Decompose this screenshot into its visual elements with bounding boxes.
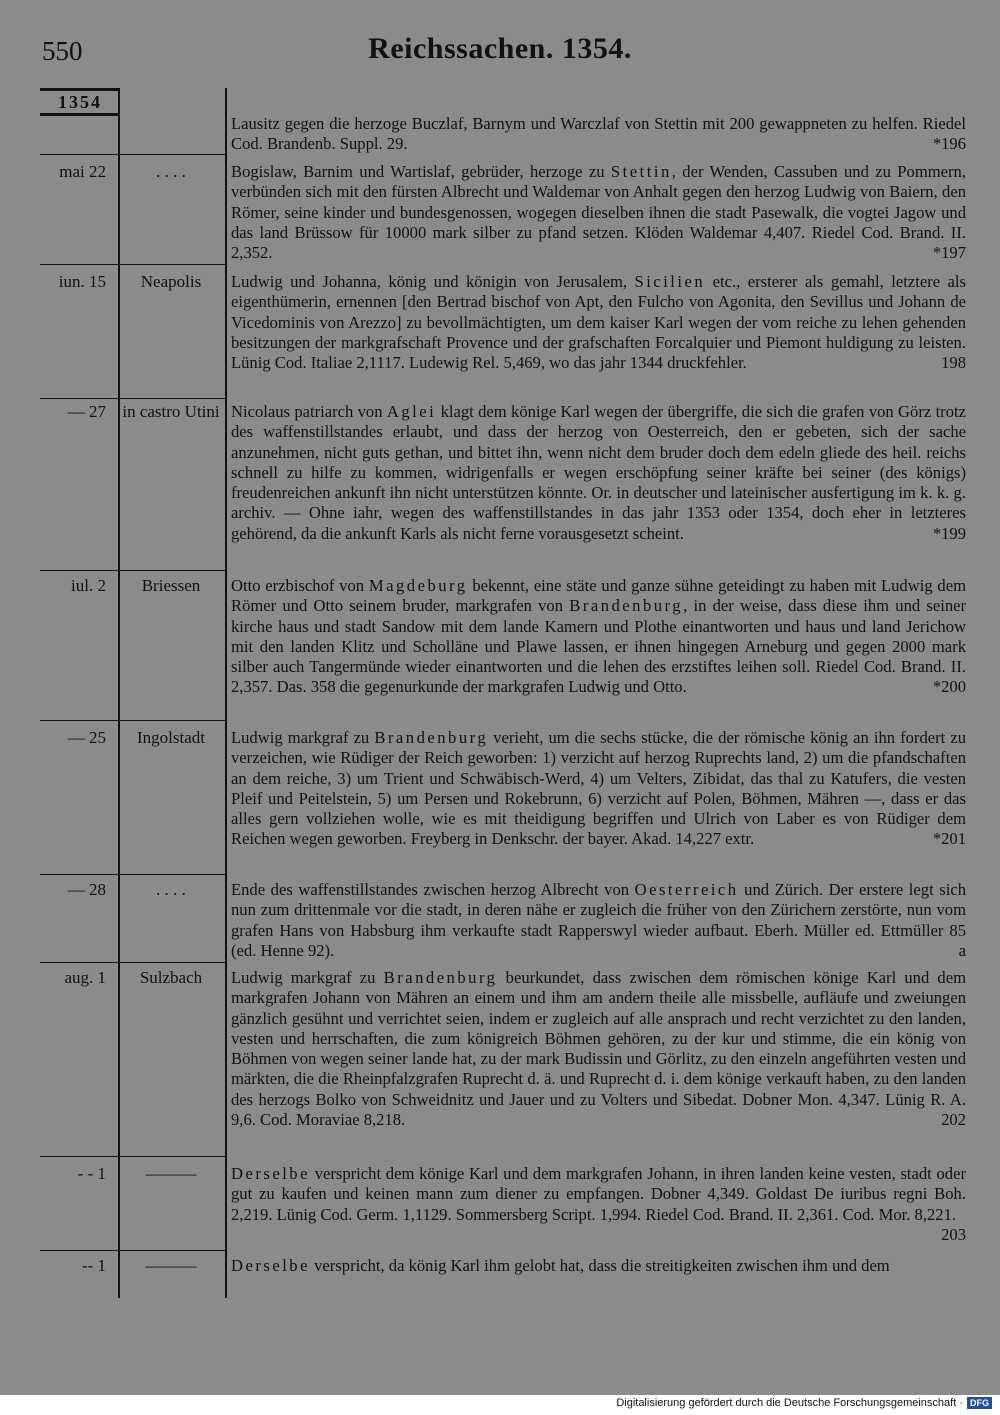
entry-separator xyxy=(40,154,226,155)
running-title: Reichssachen. 1354. xyxy=(368,32,632,65)
entry-number: 202 xyxy=(941,1110,966,1130)
entry-date: mai 22 xyxy=(59,162,106,181)
column-divider-1 xyxy=(118,88,120,1298)
entry-number: 198 xyxy=(941,353,966,373)
entry-date: - - 1 xyxy=(77,1164,106,1183)
entry-separator xyxy=(40,570,226,571)
header-rule-left-lower xyxy=(40,113,120,116)
footer-credit: Digitalisierung gefördert durch die Deutsche Forschungsgemeinschaft · xyxy=(616,1397,963,1409)
entry-separator xyxy=(40,1156,226,1157)
entry-place: . . . . xyxy=(156,880,186,899)
entry-text: Ludwig und Johanna, könig und königin von Jerusalem, Sicilien etc., ersterer als gemahl, letztere als eigenthümerin, ernennen [den Bertrad bischof von Apt, den Fulcho von Agonita, den Sevillus und Johann de Vicedominis von Arezzo] zu bevollmächtigten, um dem kaiser Karl wegen der vom reiche zu lehen gehenden besitzungen der markgrafschaft Provence und der grafschaften Forcalquier und Piemont huldigung zu leisten. Lünig Cod. Italiae 2,1117. Ludewig Rel. 5,469, wo das jahr 1344 druckfehler. 198 xyxy=(231,272,966,373)
entry-text: Lausitz gegen die herzoge Buczlaf, Barnym und Warczlaf von Stettin mit 200 gewappneten zu helfen. Riedel Cod. Brandenb. Suppl. 29. *196 xyxy=(231,114,966,154)
entry-place: Briessen xyxy=(141,576,201,595)
entry-number: *201 xyxy=(932,829,966,849)
entry-date: — 28 xyxy=(67,880,106,899)
entry-separator xyxy=(40,720,226,721)
entry-date: aug. 1 xyxy=(64,968,106,987)
entry-text: Nicolaus patriarch von Aglei klagt dem könige Karl wegen der übergriffe, die sich die grafen von Görz trotz des waffenstillstandes erlaubt, und dass der herzog von Oesterreich, den er gebeten, sich der sache anzunehmen, nicht guts gethan, und bittet ihn, wenn nicht dem bruder doch dem edeln gliede des heil. reichs schnell zu hilfe zu kommen, widrigenfalls er wegen erschöpfung seiner kräfte bei seiner (des königs) freudenreichen ankunft ihn nicht unterstützen könnte. Or. in deutscher und lateinischer ausfertigung im k. k. g. archiv. — Ohne iahr, wegen des waffenstillstandes in das jahr 1353 oder 1354, doch eher in letzteres gehörend, da die ankunft Karls als nicht ferne vorausgesetzt scheint. *199 xyxy=(231,402,966,543)
entry-separator xyxy=(40,1250,226,1251)
entry-date: — 27 xyxy=(67,402,106,421)
entry-place: ——— xyxy=(145,1164,197,1183)
entry-text: Ludwig markgraf zu Brandenburg verieht, um die sechs stücke, die der römische könig an ihn fordert zu verzeichen, wie Rüdiger der Reich geworben: 1) verzicht auf herzog Ruprechts land, 2) um die pfandschaften an dem reiche, 3) um Trient und Schwäbisch-Werd, 4) um Velters, Zibidat, das thal zu Katufers, die vesten Pleif und Peitelstein, 5) um Persen und Rokebrunn, 6) verzicht auf Polen, Böhmen, Mähren —, dass er das alles gern vollziehen wolle, wie es mit theidigung begriffen und Ulrich von Laber es von Rüdiger dem Reichen wegen geworben. Freyberg in Denkschr. der bayer. Akad. 14,227 extr. *201 xyxy=(231,728,966,849)
entry-number: *200 xyxy=(932,677,966,697)
entry-place: Neapolis xyxy=(140,272,202,291)
header-rule-left xyxy=(40,88,120,91)
entry-number: 203 xyxy=(941,1224,966,1244)
page-number: 550 xyxy=(42,36,83,66)
entry-separator xyxy=(40,962,226,963)
entry-number: *196 xyxy=(932,134,966,154)
entry-date: -- 1 xyxy=(81,1256,106,1275)
entry-place: Sulzbach xyxy=(139,968,203,987)
entry-separator xyxy=(40,874,226,875)
year-column-heading: 1354 xyxy=(58,92,102,112)
entry-number: a xyxy=(958,940,966,960)
entry-separator xyxy=(40,264,226,265)
entry-text: Ende des waffenstillstandes zwischen herzog Albrecht von Oesterreich und Zürich. Der erstere legt sich nun zum drittenmale vor die stadt, in deren nähe er zugleich die früher von den Zürichern zerstörte, nun vom grafen Hans von Habsburg ihm verkaufte stadt Rapperswyl wieder aufbaut. Eberh. Müller ed. Ettmüller 85 (ed. Henne 92). a xyxy=(231,880,966,960)
entry-text: Derselbe verspricht dem könige Karl und dem markgrafen Johann, in ihren landen keine vesten, stadt oder gut zu kaufen und keinen mann zum diener zu empfangen. Dobner 4,349. Goldast De iuribus regni Boh. 2,219. Lünig Cod. Germ. 1,1129. Sommersberg Script. 1,994. Riedel Cod. Brand. II. 2,361. Cod. Mor. 8,221. 203 xyxy=(231,1164,966,1244)
entry-number: *199 xyxy=(932,523,966,543)
entry-date: iun. 15 xyxy=(58,272,106,291)
entry-text: Otto erzbischof von Magdeburg bekennt, eine stäte und ganze sühne geteidingt zu haben mit Ludwig dem Römer und Otto seinem bruder, markgrafen von Brandenburg, in der weise, dass diese ihm und seiner kirche haus und stadt Sandow mit dem lande Kamern und Plothe einantworten und haus und land Jerichow mit den landen Klitz und Scholläne und Plawe lassen, er ihnen hingegen Arneburg und gegen 2000 mark silber auch Tangermünde wieder einantworten und die lehen des erzstiftes leihen soll. Riedel Cod. Brand. II. 2,357. Das. 358 die gegenurkunde der markgrafen Ludwig und Otto. *200 xyxy=(231,576,967,697)
entry-number: *197 xyxy=(932,243,966,263)
column-divider-2 xyxy=(225,88,227,1298)
entry-place: . . . . xyxy=(156,162,186,181)
entry-place: in castro Utini xyxy=(122,402,220,421)
dfg-logo-icon: DFG xyxy=(967,1397,992,1409)
entry-place: Ingolstadt xyxy=(137,728,205,747)
entry-separator xyxy=(40,398,226,399)
entry-text: Bogislaw, Barnim und Wartislaf, gebrüder, herzoge zu Stettin, der Wenden, Cassuben und zu Pommern, verbünden sich mit den fürsten Albrecht und Waldemar von Anhalt gegen den herzog Ludwig von Baiern, den Römer, seine kinder und bundesgenossen, wogegen dieselben ihnen die stadt Pasewalk, die vogtei Jagow und das land Brüssow für 10000 mark silber zu pfand setzen. Klöden Waldemar 4,407. Riedel Cod. Brand. II. 2,352. *197 xyxy=(231,162,966,263)
digitization-footer xyxy=(616,1397,992,1409)
entry-place: ——— xyxy=(145,1256,197,1275)
entry-text: Derselbe verspricht, da könig Karl ihm gelobt hat, dass die streitigkeiten zwischen ihm und dem xyxy=(231,1256,890,1275)
entry-date: iul. 2 xyxy=(71,576,106,595)
entry-date: — 25 xyxy=(67,728,106,747)
entry-text: Ludwig markgraf zu Brandenburg beurkundet, dass zwischen dem römischen könige Karl und dem markgrafen Johann von Mähren an einem und ihm am andern theile alle missbelle, aufläufe und zweiungen gänzlich gesühnt und verrichtet seien, indem er zugleich auf alle ansprach und recht verzichtet zu den landen, vesten und herrschaften, die zum königreich Böhmen gehören, zu der kur und stimme, die ein könig von Böhmen von wegen seiner lande hat, zu der mark Budissin und Görlitz, zu den einzeln angeführten vesten und märkten, die die Rheinpfalzgrafen Ruprecht d. ä. und Ruprecht d. i. dem könige verkauft haben, zu den landen des herzogs Bolko von Schweidnitz und Jauer und zu Volters und Sibedat. Dobner Mon. 4,347. Lünig R. A. 9,6. Cod. Moraviae 8,218. 202 xyxy=(231,968,967,1130)
